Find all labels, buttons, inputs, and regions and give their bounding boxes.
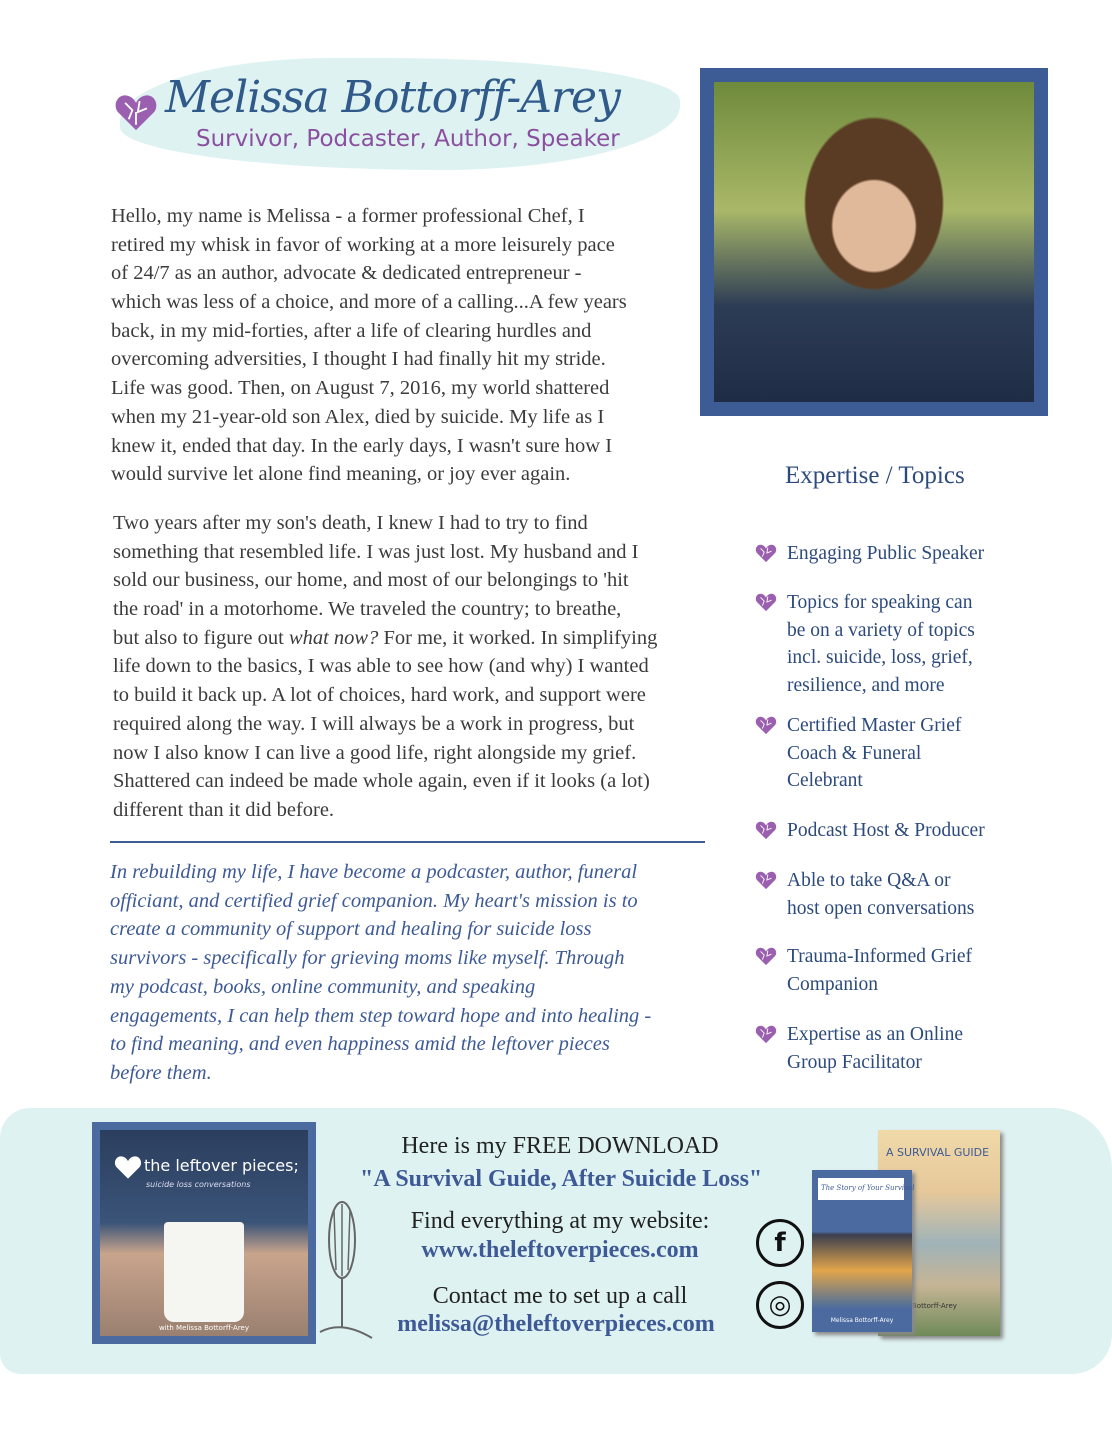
text-line: retired my whisk in favor of working at a more leisurely pace xyxy=(111,233,615,256)
text-line: resilience, and more xyxy=(787,674,945,696)
text-line: Able to take Q&A or xyxy=(787,870,951,891)
text-line: overcoming adversities, I thought I had finally hit my stride. xyxy=(111,348,606,371)
heart-bullet-icon xyxy=(755,715,777,737)
text-line: Two years after my son's death, I knew I had to try to find xyxy=(113,512,588,534)
text-line: of 24/7 as an author, advocate & dedicated entrepreneur - xyxy=(111,262,582,285)
book-title: A SURVIVAL GUIDE xyxy=(886,1146,990,1159)
book-title: The Story of Your Survival xyxy=(818,1178,904,1200)
text-line: when my 21-year-old son Alex, died by suicide. My life as I xyxy=(111,405,605,428)
text-line: Topics for speaking can xyxy=(787,592,973,613)
text-line: Life was good. Then, on August 7, 2016, my world shattered xyxy=(111,377,610,400)
book-author: Bottorff-Arey xyxy=(912,1302,957,1310)
download-link[interactable]: "A Survival Guide, After Suicide Loss" xyxy=(360,1166,763,1192)
website-intro: Find everything at my website: xyxy=(410,1208,710,1234)
expertise-item xyxy=(755,712,961,795)
text-line: to build it back up. A lot of choices, hard work, and support were xyxy=(113,684,646,707)
podcast-title: the leftover pieces; xyxy=(144,1156,299,1175)
podcast-host: with Melissa Bottorff-Arey xyxy=(158,1324,249,1332)
contact-intro: Contact me to set up a call xyxy=(432,1283,688,1309)
text-line: officiant, and certified grief companion. My heart's mission is to xyxy=(110,889,638,912)
bio-paragraph-1 xyxy=(111,202,627,489)
text-line: before them. xyxy=(110,1061,212,1084)
text-line: incl. suicide, loss, grief, xyxy=(787,647,973,668)
heart-bullet-icon xyxy=(755,870,777,892)
text-line: engagements, I can help them step toward hope and into healing - xyxy=(110,1004,652,1027)
email-link[interactable]: melissa@theleftoverpieces.com xyxy=(397,1311,715,1337)
text-line: Companion xyxy=(787,973,878,995)
text-line: the road' in a motorhome. We traveled the country; to breathe, xyxy=(113,598,622,621)
text-line: something that resembled life. I was just lost. My husband and I xyxy=(113,540,639,563)
text-line: In rebuilding my life, I have become a podcaster, author, funeral xyxy=(110,861,638,883)
section-divider xyxy=(110,841,705,843)
text-line: create a community of support and healing for suicide loss xyxy=(110,918,592,941)
portrait-photo xyxy=(714,82,1034,402)
text-line: required along the way. I will always be a work in progress, but xyxy=(113,712,635,735)
text-line: Trauma-Informed Grief xyxy=(787,946,973,967)
text-line: but also to figure out what now? For me, it worked. In simplifying xyxy=(113,626,658,649)
expertise-item xyxy=(755,589,975,699)
text-line: life down to the basics, I was able to see how (and why) I wanted xyxy=(113,655,649,678)
text-line: Group Facilitator xyxy=(787,1051,922,1073)
mission-statement xyxy=(110,858,651,1088)
text-line: Engaging Public Speaker xyxy=(787,543,985,564)
text-line: Hello, my name is Melissa - a former professional Chef, I xyxy=(111,205,585,227)
text-line: host open conversations xyxy=(787,897,975,919)
text-line: to find meaning, and even happiness amid the leftover pieces xyxy=(110,1033,610,1056)
text-line: different than it did before. xyxy=(113,798,335,821)
heart-logo-icon xyxy=(114,1154,142,1180)
text-line: Shattered can indeed be made whole again, even if it looks (a lot) xyxy=(113,770,650,793)
author-name: Melissa Bottorff-Arey xyxy=(165,72,620,123)
download-intro: Here is my FREE DOWNLOAD xyxy=(401,1133,719,1159)
text-line: would survive let alone find meaning, or joy ever again. xyxy=(111,463,571,486)
text-line: my podcast, books, online community, and speaking xyxy=(110,975,536,998)
heart-bullet-icon xyxy=(755,946,777,968)
expertise-item xyxy=(755,817,985,845)
expertise-item xyxy=(755,867,974,922)
expertise-item xyxy=(755,1021,963,1076)
expertise-item xyxy=(755,540,984,568)
mug-image xyxy=(164,1222,244,1322)
text-line: Podcast Host & Producer xyxy=(787,820,985,841)
heart-logo-icon xyxy=(114,92,158,132)
facebook-icon[interactable]: f xyxy=(756,1219,804,1267)
podcast-subtitle: suicide loss conversations xyxy=(146,1180,251,1189)
expertise-title: Expertise / Topics xyxy=(785,462,965,489)
heart-bullet-icon xyxy=(755,820,777,842)
heart-bullet-icon xyxy=(755,1024,777,1046)
text-line: Celebrant xyxy=(787,770,863,791)
book-author: Melissa Bottorff-Arey xyxy=(830,1317,894,1324)
bio-paragraph-2 xyxy=(113,509,657,825)
text-line: knew it, ended that day. In the early days, I wasn't sure how I xyxy=(111,434,613,457)
author-tagline: Survivor, Podcaster, Author, Speaker xyxy=(196,126,620,152)
portrait-frame xyxy=(700,68,1048,416)
text-line: now I also know I can live a good life, right alongside my grief. xyxy=(113,741,637,764)
story-of-survival-book xyxy=(812,1170,915,1332)
expertise-item xyxy=(755,943,972,998)
heart-bullet-icon xyxy=(755,592,777,614)
website-link[interactable]: www.theleftoverpieces.com xyxy=(421,1237,699,1263)
text-line: which was less of a choice, and more of a calling...A few years xyxy=(111,291,627,314)
text-line: Coach & Funeral xyxy=(787,742,922,764)
text-line: Certified Master Grief xyxy=(787,715,962,736)
heart-bullet-icon xyxy=(755,543,777,565)
instagram-icon[interactable]: ◎ xyxy=(756,1281,804,1329)
text-line: back, in my mid-forties, after a life of clearing hurdles and xyxy=(111,319,592,342)
text-line: Expertise as an Online xyxy=(787,1024,963,1045)
podcast-cover xyxy=(92,1122,316,1344)
text-line: survivors - specifically for grieving moms like myself. Through xyxy=(110,947,625,970)
text-line: be on a variety of topics xyxy=(787,619,975,641)
text-line: sold our business, our home, and most of our belongings to 'hit xyxy=(113,569,629,592)
